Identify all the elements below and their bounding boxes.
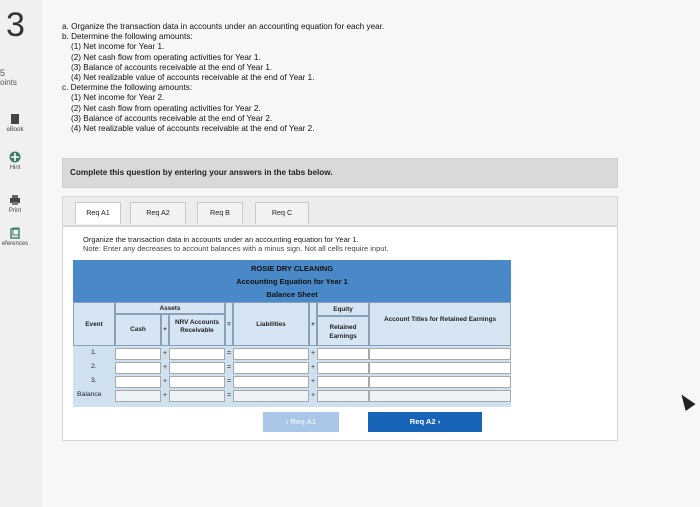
account-title-input[interactable] [369, 362, 511, 374]
liabilities-input[interactable] [233, 376, 309, 388]
tab-req-b[interactable]: Req B [197, 202, 243, 224]
account-title-balance [369, 390, 511, 402]
row-label: 1. [91, 349, 97, 356]
instruction-line: (4) Net realizable value of accounts receivable at the end of Year 1. [71, 73, 315, 83]
prev-button[interactable] [263, 412, 339, 432]
nrv-input[interactable] [169, 376, 225, 388]
instructions [62, 22, 482, 134]
cash-header: Cash [115, 314, 161, 346]
plus-sign: + [310, 350, 316, 357]
tab-panel [62, 226, 618, 441]
plus-sign: + [309, 302, 317, 346]
plus-sign: + [310, 378, 316, 385]
references-label: eferences [1, 241, 29, 247]
nrv-header: NRV Accounts Receivable [169, 314, 225, 346]
equals-sign: = [226, 392, 232, 399]
hint-icon [9, 151, 21, 163]
main-content [42, 0, 700, 507]
plus-sign: + [161, 314, 169, 346]
chevron-right-icon: › [435, 417, 441, 426]
nrv-input[interactable] [169, 348, 225, 360]
cash-input[interactable] [115, 376, 161, 388]
prompt-note: Note: Enter any decreases to account balances with a minus sign. Not all cells require input. [83, 244, 389, 253]
question-number: 3 [6, 6, 25, 44]
references-button[interactable] [0, 227, 30, 247]
account-title-input[interactable] [369, 348, 511, 360]
hint-label: Hint [9, 165, 21, 171]
next-button[interactable] [368, 412, 482, 432]
tab-bar [62, 196, 618, 226]
instruction-line: (3) Balance of accounts receivable at the end of Year 2. [71, 113, 273, 123]
liabilities-balance [233, 390, 309, 402]
assets-header: Assets [115, 302, 225, 314]
retained-earnings-balance [317, 390, 369, 402]
cash-input[interactable] [115, 348, 161, 360]
tab-req-c[interactable]: Req C [255, 202, 309, 224]
plus-sign: + [310, 364, 316, 371]
equals-sign: = [225, 302, 233, 346]
retained-earnings-input[interactable] [317, 362, 369, 374]
next-button-label: Req A2 [409, 417, 436, 426]
instruction-line: (2) Net cash flow from operating activities for Year 2. [71, 103, 261, 113]
retained-earnings-input[interactable] [317, 376, 369, 388]
equation-grid [73, 302, 511, 407]
sheet-subtitle: Balance Sheet [266, 290, 318, 299]
print-label: Print [8, 208, 22, 214]
account-title-input[interactable] [369, 376, 511, 388]
chevron-left-icon: ‹ [285, 417, 291, 426]
prev-button-label: Req A1 [290, 417, 317, 426]
sheet-title: Accounting Equation for Year 1 [236, 277, 348, 286]
tab-req-a2[interactable]: Req A2 [130, 202, 186, 224]
liabilities-input[interactable] [233, 348, 309, 360]
equals-sign: = [226, 350, 232, 357]
plus-sign: + [162, 378, 168, 385]
instruction-line: (1) Net income for Year 2. [71, 93, 165, 103]
equity-header: Equity [317, 302, 369, 316]
sidebar [0, 0, 43, 507]
equals-sign: = [226, 378, 232, 385]
company-name: ROSIE DRY CLEANING [250, 264, 334, 273]
plus-sign: + [162, 392, 168, 399]
instruction-line: (4) Net realizable value of accounts receivable at the end of Year 2. [71, 124, 315, 134]
plus-sign: + [162, 364, 168, 371]
print-icon [9, 194, 21, 206]
liabilities-header: Liabilities [233, 302, 309, 346]
instruction-line: a. Organize the transaction data in accounts under an accounting equation for each year. [62, 22, 385, 31]
ebook-label: eBook [6, 127, 24, 133]
instruction-line: b. Determine the following amounts: [62, 32, 193, 42]
account-titles-header: Account Titles for Retained Earnings [369, 302, 511, 346]
retained-earnings-input[interactable] [317, 348, 369, 360]
instruction-line: (3) Balance of accounts receivable at the end of Year 1. [71, 62, 273, 72]
references-icon [9, 227, 21, 239]
nrv-input[interactable] [169, 362, 225, 374]
row-label: 2. [91, 363, 97, 370]
liabilities-input[interactable] [233, 362, 309, 374]
plus-sign: + [310, 392, 316, 399]
event-header: Event [73, 302, 115, 346]
accounting-equation-sheet [73, 260, 511, 407]
hint-button[interactable] [0, 151, 30, 171]
tab-req-a1[interactable]: Req A1 [75, 202, 121, 224]
book-icon [9, 113, 21, 125]
points: 5 oints [0, 68, 17, 87]
plus-sign: + [162, 350, 168, 357]
nrv-balance [169, 390, 225, 402]
balance-label: Balance [77, 391, 102, 398]
instruction-banner: Complete this question by entering your answers in the tabs below. [62, 158, 618, 188]
prompt-text: Organize the transaction data in accounts under an accounting equation for Year 1. [83, 235, 359, 244]
ebook-button[interactable] [0, 113, 30, 133]
cash-input[interactable] [115, 362, 161, 374]
prompt [83, 235, 389, 253]
retained-earnings-header: Retained Earnings [317, 316, 369, 346]
equals-sign: = [226, 364, 232, 371]
instruction-line: c. Determine the following amounts: [62, 83, 193, 93]
row-label: 3. [91, 377, 97, 384]
cash-balance [115, 390, 161, 402]
instruction-line: (2) Net cash flow from operating activities for Year 1. [71, 52, 261, 62]
print-button[interactable] [0, 194, 30, 214]
instruction-line: (1) Net income for Year 1. [71, 42, 165, 52]
